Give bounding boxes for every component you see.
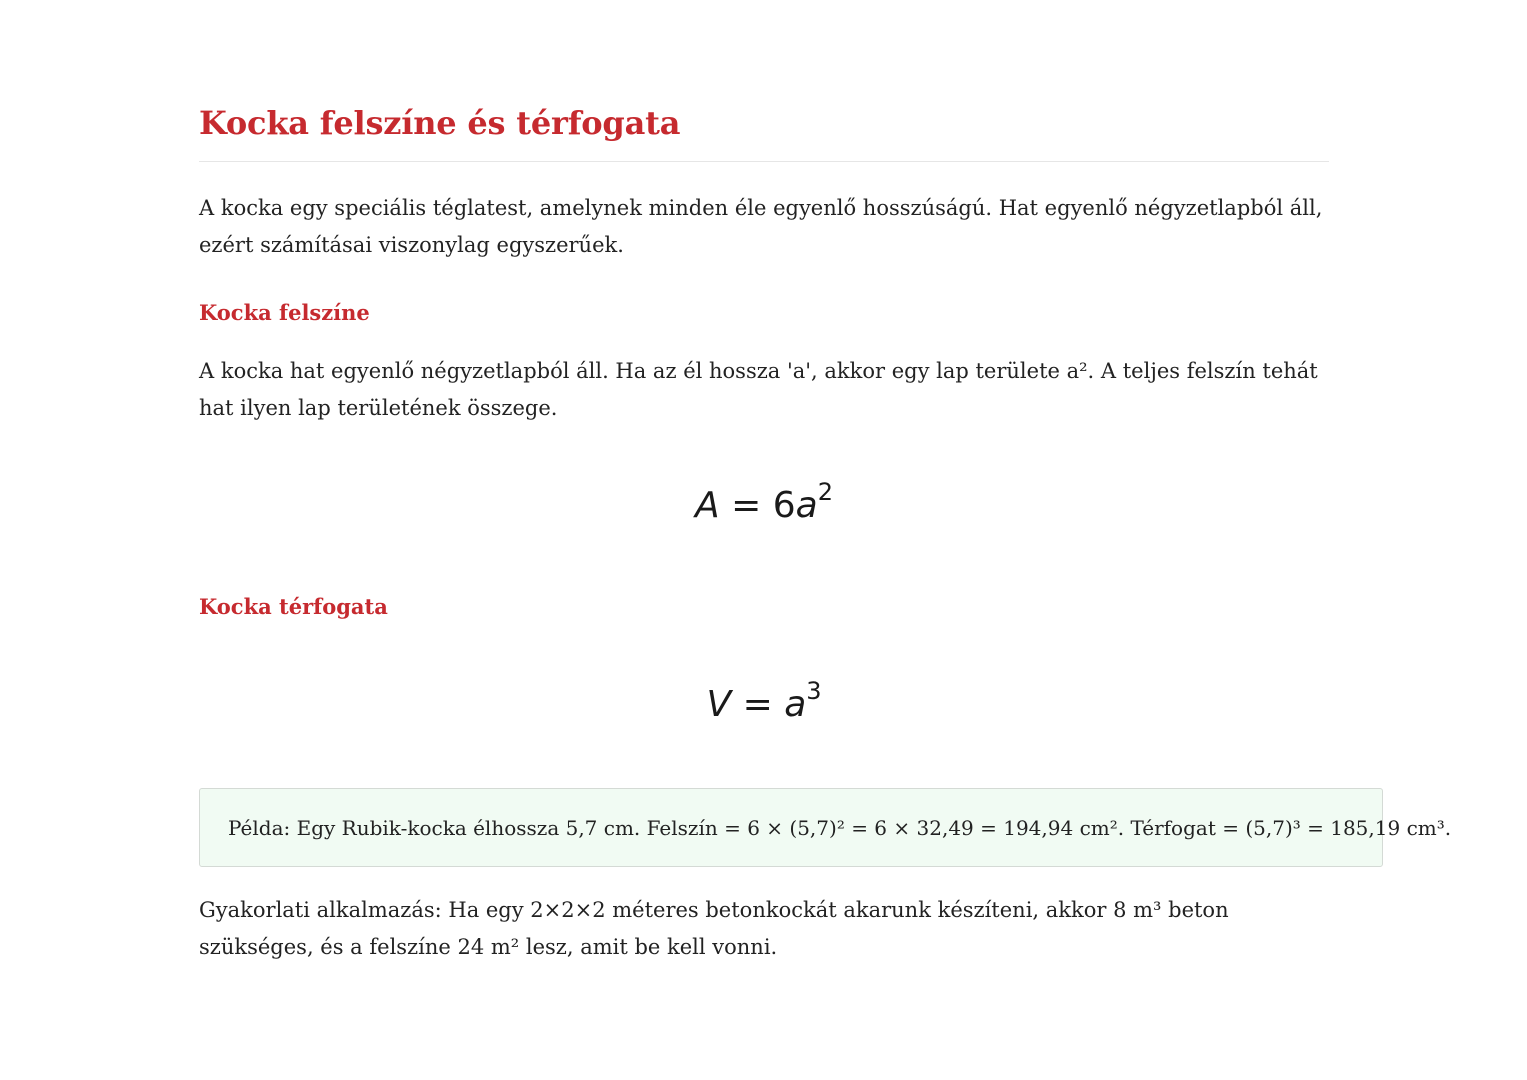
surface-formula-variable: a [795, 485, 818, 526]
surface-paragraph: A kocka hat egyenlő négyzetlapból áll. Ha az él hossza 'a', akkor egy lap területe a². A teljes felszín tehát hat ilyen lap területének összege. [199, 359, 1318, 420]
surface-formula-coefficient: 6 [772, 485, 796, 526]
example-callout [199, 788, 1452, 867]
volume-heading: Kocka térfogata [199, 594, 388, 619]
volume-formula-lhs: V [706, 684, 732, 725]
page-title: Kocka felszíne és térfogata [199, 104, 681, 142]
surface-heading: Kocka felszíne [199, 300, 370, 325]
practical-paragraph: Gyakorlati alkalmazás: Ha egy 2×2×2 méteres betonkockát akarunk készíteni, akkor 8 m³ beton szükséges, és a felszíne 24 m² lesz, amit be kell vonni. [199, 898, 1229, 959]
volume-formula-equals: = [742, 684, 773, 725]
volume-formula [199, 677, 1329, 725]
volume-formula-exponent: 3 [806, 677, 822, 705]
intro-paragraph: A kocka egy speciális téglatest, amelynek minden éle egyenlő hosszúságú. Hat egyenlő négyzetlapból áll, ezért számításai viszonylag egyszerűek. [199, 196, 1323, 257]
surface-formula-equals: = [731, 485, 762, 526]
surface-formula-exponent: 2 [817, 478, 833, 506]
title-divider [199, 161, 1329, 162]
volume-formula-variable: a [784, 684, 807, 725]
surface-formula-lhs: A [695, 485, 720, 526]
surface-formula [199, 478, 1329, 526]
example-text: Példa: Egy Rubik-kocka élhossza 5,7 cm. Felszín = 6 × (5,7)² = 6 × 32,49 = 194,94 cm². Térfogat = (5,7)³ = 185,19 cm³. [228, 815, 1452, 840]
